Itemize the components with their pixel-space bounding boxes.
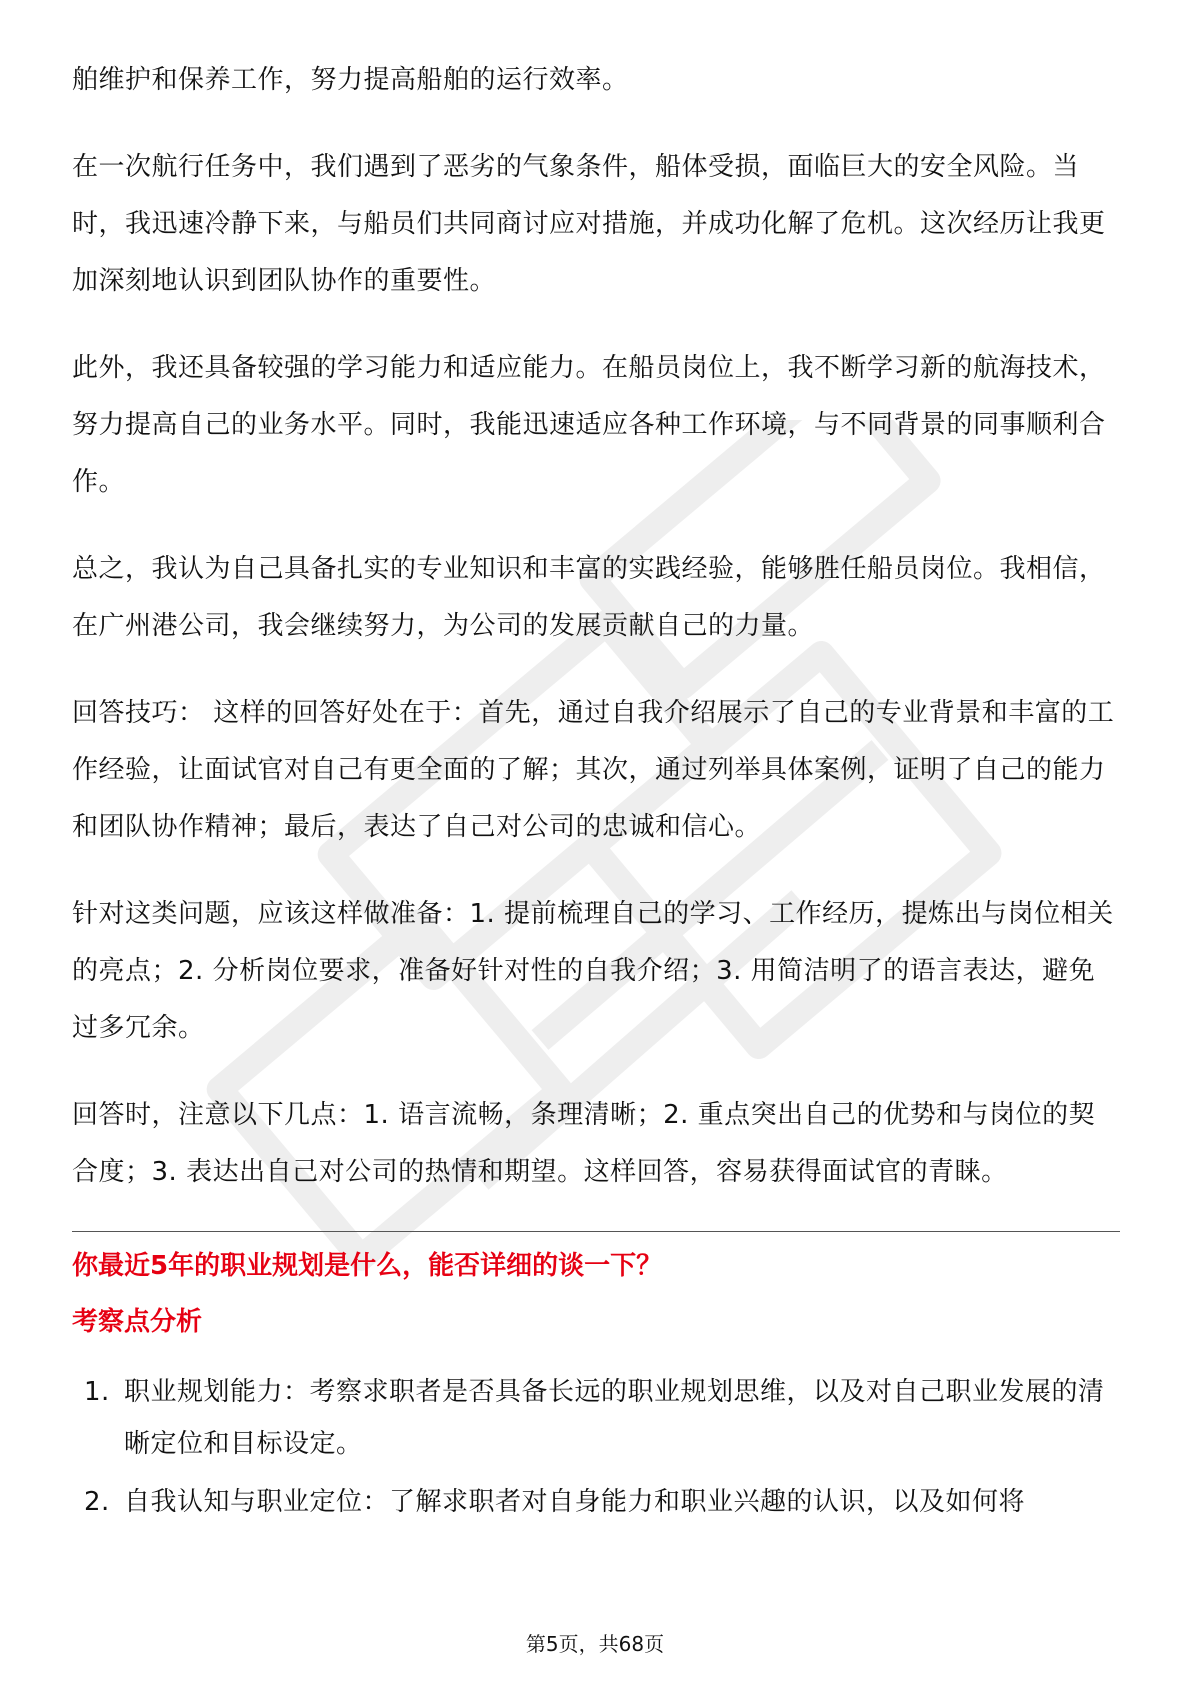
- analysis-list: [72, 1366, 1120, 1528]
- paragraph-answer-tips: 回答技巧： 这样的回答好处在于：首先，通过自我介绍展示了自己的专业背景和丰富的工作经验，让面试官对自己有更全面的了解；其次，通过列举具体案例，证明了自己的能力和团队协作精神；最后，表达了自己对公司的忠诚和信心。: [72, 698, 1115, 842]
- section-divider: [72, 1231, 1120, 1232]
- list-item-text: 自我认知与职业定位：了解求职者对自身能力和职业兴趣的认识，以及如何将: [124, 1487, 1026, 1517]
- paragraph-learning-ability: 此外，我还具备较强的学习能力和适应能力。在船员岗位上，我不断学习新的航海技术，努力提高自己的业务水平。同时，我能迅速适应各种工作环境，与不同背景的同事顺利合作。: [72, 353, 1106, 497]
- list-item: [72, 1476, 1120, 1528]
- page-number-footer: 第5页，共68页: [525, 1632, 665, 1656]
- list-item-number: 2.: [84, 1487, 110, 1517]
- list-item-text: 职业规划能力：考察求职者是否具备长远的职业规划思维，以及对自己职业发展的清晰定位和目标设定。: [124, 1377, 1105, 1459]
- paragraph-conclusion: 总之，我认为自己具备扎实的专业知识和丰富的实践经验，能够胜任船员岗位。我相信，在广州港公司，我会继续努力，为公司的发展贡献自己的力量。: [72, 554, 1106, 641]
- list-item: [72, 1366, 1120, 1470]
- paragraph-answer-notes: 回答时，注意以下几点：1. 语言流畅，条理清晰；2. 重点突出自己的优势和与岗位的契合度；3. 表达出自己对公司的热情和期望。这样回答，容易获得面试官的青睐。: [72, 1100, 1096, 1187]
- paragraph-maintenance: 舶维护和保养工作，努力提高船舶的运行效率。: [72, 65, 629, 95]
- paragraph-preparation: 针对这类问题，应该这样做准备：1. 提前梳理自己的学习、工作经历，提炼出与岗位相关的亮点；2. 分析岗位要求，准备好针对性的自我介绍；3. 用简洁明了的语言表达，避免过多冗余。: [72, 899, 1114, 1043]
- analysis-heading: 考察点分析: [72, 1307, 203, 1337]
- interview-question: 你最近5年的职业规划是什么，能否详细的谈一下？: [72, 1251, 663, 1281]
- paragraph-voyage-incident: 在一次航行任务中，我们遇到了恶劣的气象条件，船体受损，面临巨大的安全风险。当时，我迅速冷静下来，与船员们共同商讨应对措施，并成功化解了危机。这次经历让我更加深刻地认识到团队协作的重要性。: [72, 152, 1106, 296]
- list-item-number: 1.: [84, 1377, 110, 1407]
- main-content: [72, 52, 1120, 1534]
